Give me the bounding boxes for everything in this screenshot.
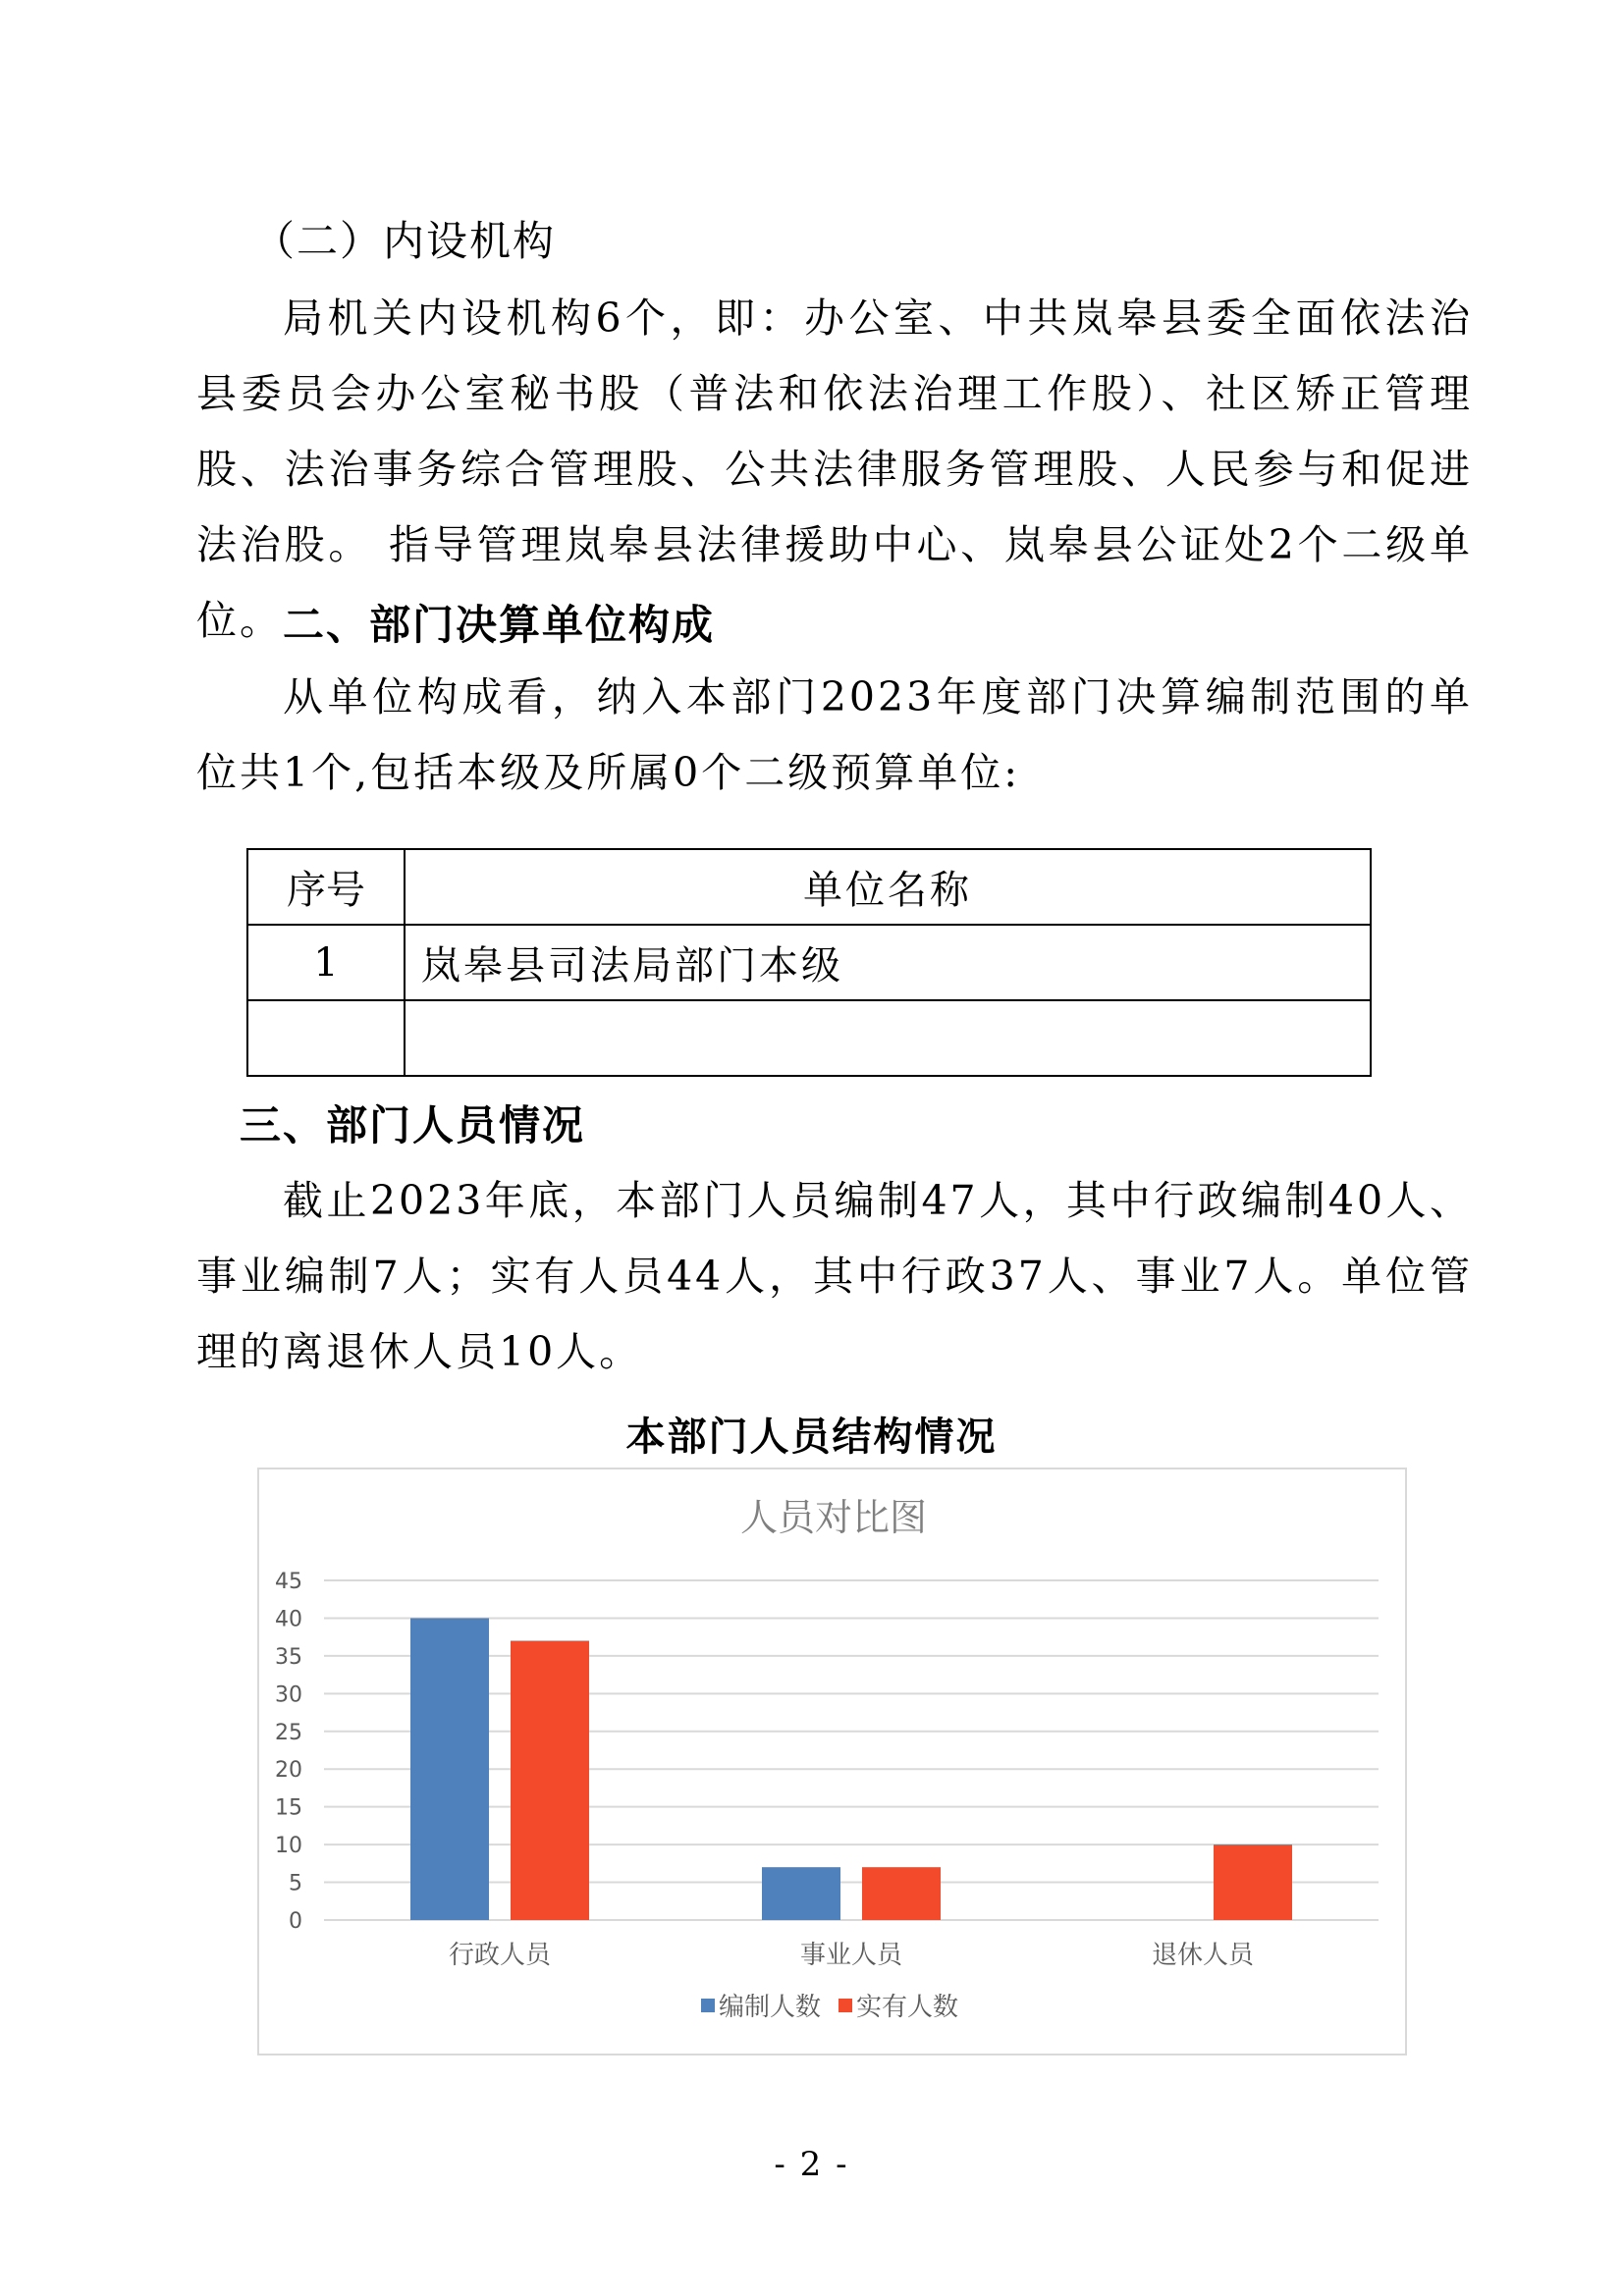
section-heading-internal: （二）内设机构: [253, 217, 557, 265]
table-cell-index: 1: [247, 925, 405, 1000]
table-header-row: [247, 849, 1371, 925]
units-paragraph: 从单位构成看，纳入本部门2023年度部门决算编制范围的单位共1个,包括本级及所属0个二级预算单位:: [196, 673, 1473, 796]
header-cell-index: 序号: [247, 849, 405, 925]
table-cell-name: [405, 1000, 1371, 1076]
section-heading-staff: 三、部门人员情况: [240, 1101, 586, 1149]
y-tick-label: 35: [275, 1644, 302, 1670]
y-tick-label: 0: [289, 1909, 302, 1934]
y-tick-label: 45: [275, 1570, 302, 1594]
x-category-label: 事业人员: [799, 1941, 903, 1970]
y-tick-label: 25: [275, 1720, 302, 1745]
chart-caption: 本部门人员结构情况: [625, 1415, 998, 1460]
staff-bar-chart: [257, 1468, 1407, 2056]
y-axis-ticks: [275, 1570, 302, 1934]
bar-planned: [410, 1618, 489, 1920]
y-tick-label: 40: [275, 1607, 302, 1632]
page-number: - 2 -: [774, 2145, 849, 2184]
y-tick-label: 15: [275, 1795, 302, 1821]
legend-swatch: [839, 1999, 852, 2012]
section-heading-units: 二、部门决算单位构成: [283, 601, 716, 649]
y-tick-label: 5: [289, 1871, 302, 1896]
x-category-label: 退休人员: [1151, 1941, 1255, 1970]
x-axis-labels: [449, 1941, 1256, 1970]
staff-paragraph: 截止2023年底，本部门人员编制47人，其中行政编制40人、事业编制7人；实有人员44人，其中行政37人、事业7人。单位管理的离退休人员10人。: [196, 1177, 1473, 1375]
bar-actual: [511, 1641, 589, 1920]
chart-title: 人员对比图: [739, 1496, 928, 1539]
table-cell-index: [247, 1000, 405, 1076]
x-category-label: 行政人员: [448, 1941, 552, 1970]
table-row: [247, 925, 1371, 1000]
y-tick-label: 10: [275, 1834, 302, 1859]
legend-label: 编制人数: [719, 1993, 822, 2022]
chart-legend: [701, 1993, 958, 2022]
units-table: [246, 848, 1372, 1077]
legend-swatch: [701, 1999, 715, 2012]
y-tick-label: 20: [275, 1758, 302, 1784]
chart-canvas: [259, 1469, 1409, 2057]
table-row: [247, 1000, 1371, 1076]
y-tick-label: 30: [275, 1682, 302, 1708]
legend-label: 实有人数: [856, 1993, 959, 2022]
table-cell-name: 岚皋县司法局部门本级: [405, 925, 1371, 1000]
bar-actual: [862, 1867, 941, 1920]
bar-actual: [1214, 1844, 1292, 1920]
bar-planned: [762, 1867, 840, 1920]
header-cell-name: 单位名称: [405, 849, 1371, 925]
internal-structure-paragraph: 局机关内设机构6个，即：办公室、中共岚皋县委全面依法治县委员会办公室秘书股（普法和依法治理工作股）、社区矫正管理股、法治事务综合管理股、公共法律服务管理股、人民参与和促进法治股。 指导管理岚皋县法律援助中心、岚皋县公证处2个二级单位。: [196, 294, 1473, 644]
